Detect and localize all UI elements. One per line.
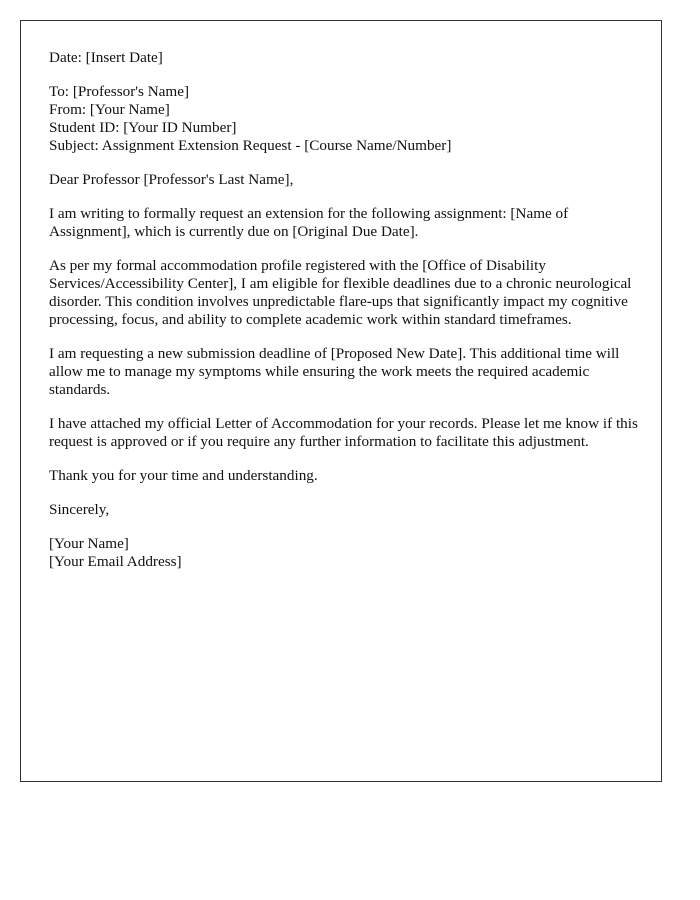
letter-content [49, 49, 639, 587]
student-id-line: Student ID: [Your ID Number] [49, 119, 237, 136]
closing: Sincerely, [49, 501, 110, 518]
to-line: To: [Professor's Name] [49, 83, 190, 100]
date-line: Date: [Insert Date] [49, 49, 163, 66]
thanks-line: Thank you for your time and understanding. [49, 467, 318, 484]
subject-line: Subject: Assignment Extension Request - [Course Name/Number] [49, 137, 452, 154]
signature-block [49, 535, 639, 571]
signature-name: [Your Name] [49, 535, 129, 552]
body-paragraph-attachment: I have attached my official Letter of Accommodation for your records. Please let me know if this request is approved or if you require any further information to facilitate this adjustment. [49, 415, 638, 450]
body-paragraph-accommodation: As per my formal accommodation profile registered with the [Office of Disability Services/Accessibility Center], I am eligible for flexible deadlines due to a chronic neurological disorder. This condition involves unpredictable flare-ups that significantly impact my cognitive processing, focus, and ability to complete academic work within standard timeframes. [49, 257, 632, 328]
letter-page [20, 20, 662, 782]
signature-email: [Your Email Address] [49, 553, 182, 570]
letter-header [49, 83, 639, 155]
body-paragraph-request: I am writing to formally request an extension for the following assignment: [Name of Assignment], which is currently due on [Original Due Date]. [49, 205, 569, 240]
from-line: From: [Your Name] [49, 101, 170, 118]
body-paragraph-new-deadline: I am requesting a new submission deadline of [Proposed New Date]. This additional time will allow me to manage my symptoms while ensuring the work meets the required academic standards. [49, 345, 620, 398]
salutation: Dear Professor [Professor's Last Name], [49, 171, 294, 188]
